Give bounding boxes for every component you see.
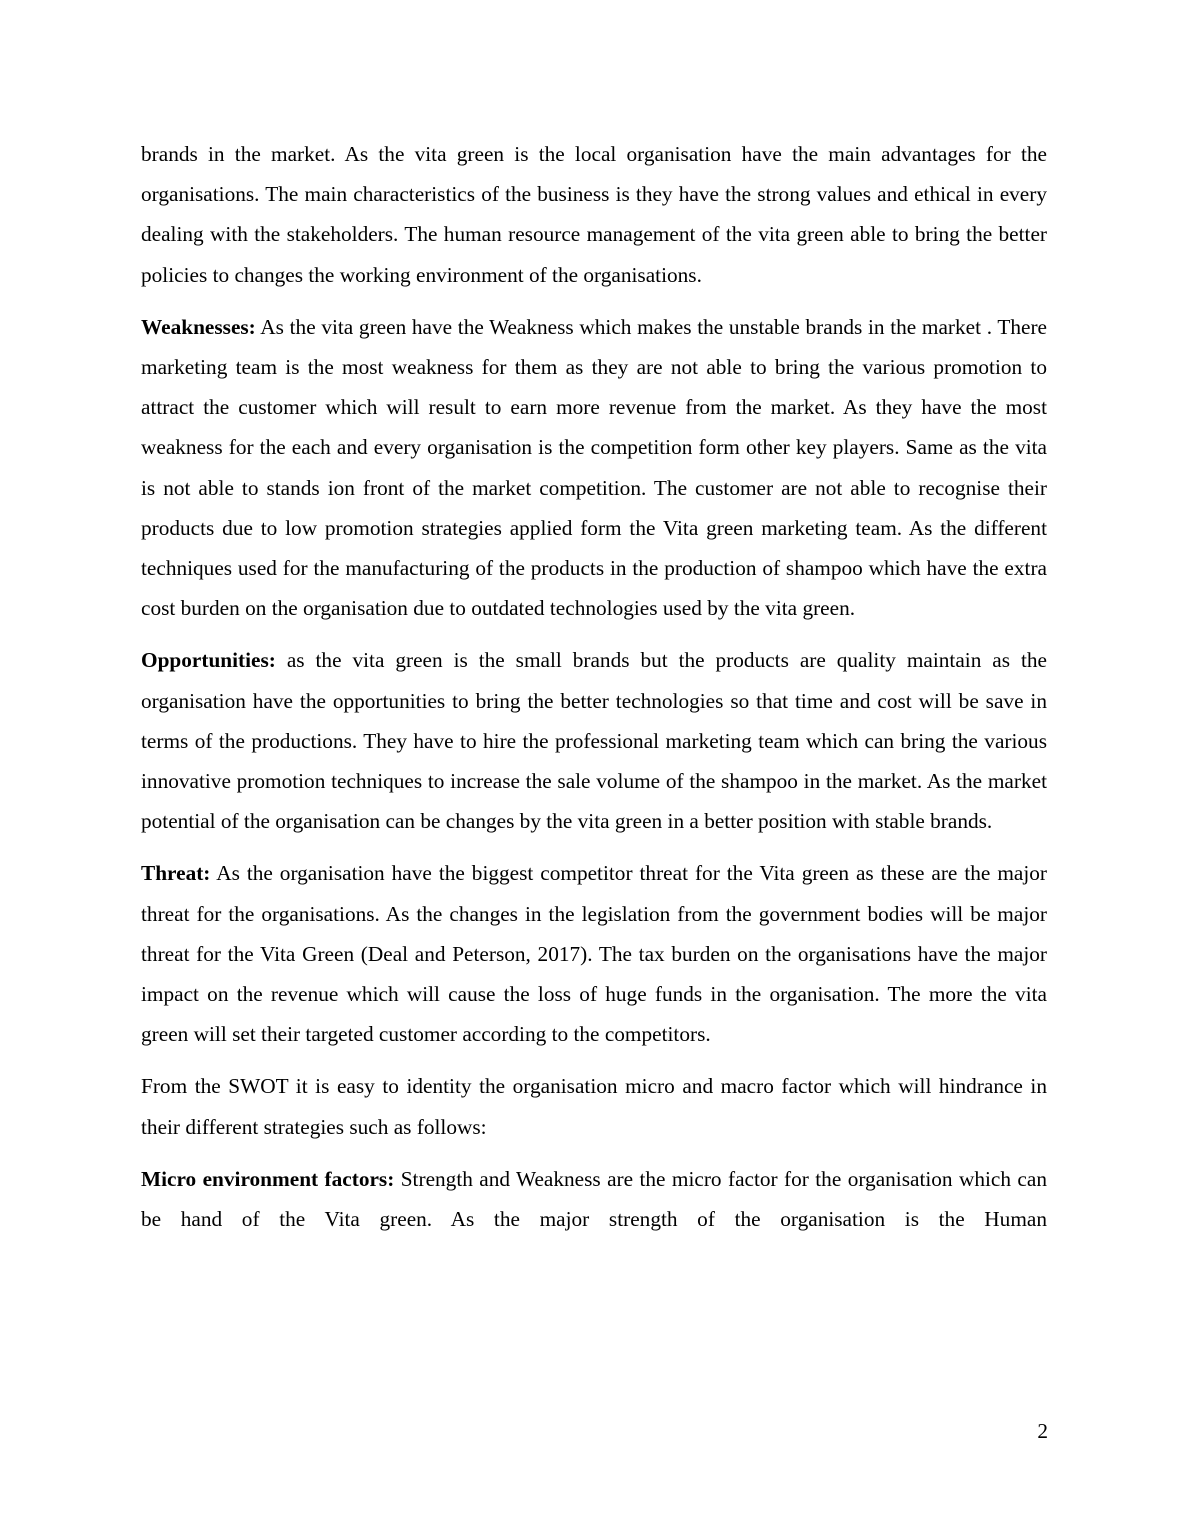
paragraph-opportunities — [141, 640, 1047, 841]
page-number: 2 — [1037, 1419, 1048, 1443]
threat-heading: Threat: — [141, 861, 211, 886]
document-body — [141, 134, 1047, 1251]
paragraph-strengths-continued — [141, 134, 1047, 295]
paragraph-threat — [141, 853, 1047, 1054]
paragraph-swot-summary — [141, 1066, 1047, 1146]
paragraph-text: As the vita green have the Weakness which makes the unstable brands in the market . There marketing team is the most weakness for them as they are not able to bring the various promotion to attract the customer which will result to earn more revenue from the market. As they have the most weakness for the each and every organisation is the competition form other key players. Same as the vita is not able to stands ion front of the market competition. The customer are not able to recognise their products due to low promotion strategies applied form the Vita green marketing team. As the different techniques used for the manufacturing of the products in the production of shampoo which have the extra cost burden on the organisation due to outdated technologies used by the vita green. — [141, 314, 1047, 621]
paragraph-text: Strength and Weakness are the micro factor for the organisation which can be hand of the Vita green. As the major strength of the organisation is the Human — [141, 1166, 1047, 1232]
paragraph-weaknesses — [141, 307, 1047, 629]
paragraph-text: From the SWOT it is easy to identity the organisation micro and macro factor which will hindrance in their different strategies such as follows: — [141, 1074, 1047, 1139]
micro-environment-heading: Micro environment factors: — [141, 1166, 395, 1191]
paragraph-micro-environment — [141, 1159, 1047, 1239]
weaknesses-heading: Weaknesses: — [141, 314, 256, 339]
opportunities-heading: Opportunities: — [141, 648, 276, 673]
paragraph-text: As the organisation have the biggest competitor threat for the Vita green as these are the major threat for the organisations. As the changes in the legislation from the government bodies will be major threat for the Vita Green (Deal and Peterson, 2017). The tax burden on the organisations have the major impact on the revenue which will cause the loss of huge funds in the organisation. The more the vita green will set their targeted customer according to the competitors. — [141, 861, 1047, 1047]
paragraph-text: brands in the market. As the vita green is the local organisation have the main advantages for the organisations. The main characteristics of the business is they have the strong values and ethical in every dealing with the stakeholders. The human resource management of the vita green able to bring the better policies to changes the working environment of the organisations. — [141, 142, 1047, 287]
paragraph-text: as the vita green is the small brands but the products are quality maintain as the organisation have the opportunities to bring the better technologies so that time and cost will be save in terms of the productions. They have to hire the professional marketing team which can bring the various innovative promotion techniques to increase the sale volume of the shampoo in the market. As the market potential of the organisation can be changes by the vita green in a better position with stable brands. — [141, 648, 1047, 834]
